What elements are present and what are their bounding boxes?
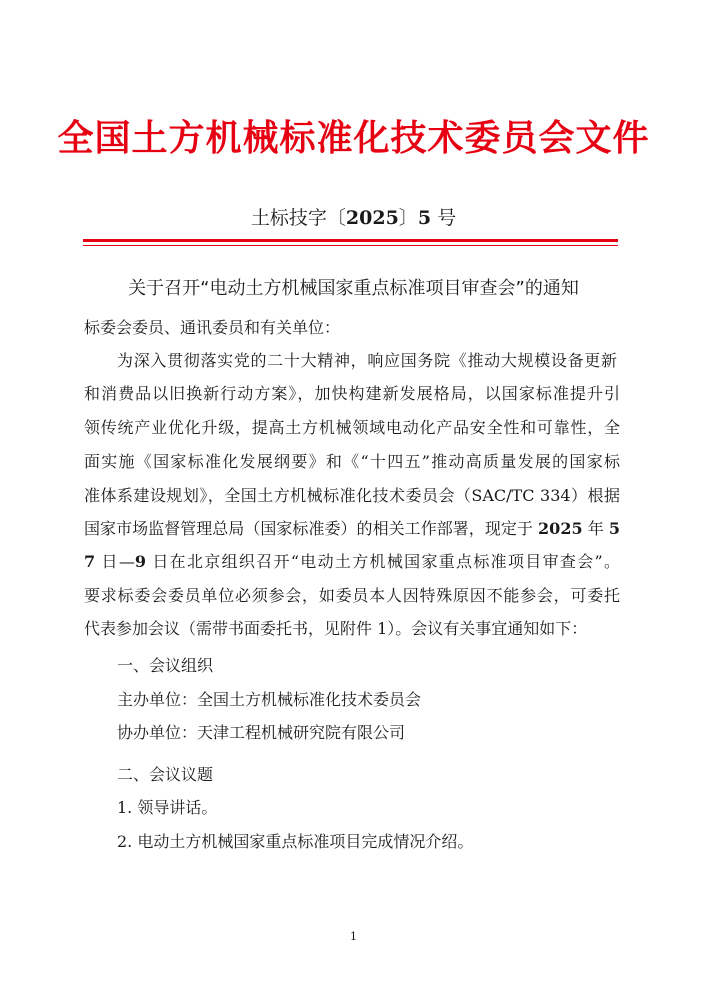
meeting-month: 5: [608, 519, 620, 538]
meeting-year: 2025: [538, 519, 583, 538]
body-line-6-text: 国家市场监督管理总局（国家标准委）的相关工作部署，现定于: [84, 519, 539, 538]
body-line-3: 领传统产业优化升级，提高土方机械领域电动化产品安全性和可靠性，全: [84, 418, 620, 437]
doc-mid: 〕: [398, 207, 418, 229]
body-line-7: [84, 551, 620, 573]
doc-year: 2025: [345, 207, 399, 229]
agenda-item-1: 1. 领导讲话。: [117, 798, 218, 817]
salutation: 标委会委员、通讯委员和有关单位：: [84, 318, 341, 337]
meeting-end-day: 9: [134, 552, 146, 571]
header-divider-thin: [83, 245, 618, 246]
doc-prefix: 土标技字〔: [250, 207, 346, 229]
doc-seq: 5: [417, 207, 432, 229]
document-number: [0, 203, 707, 230]
day-range-sep: 日—: [95, 552, 135, 571]
section-1-heading: 一、会议组织: [117, 656, 214, 675]
header-divider-thick: [83, 239, 618, 242]
agenda-item-2: 2. 电动土方机械国家重点标准项目完成情况介绍。: [117, 832, 474, 851]
body-line-1: 为深入贯彻落实党的二十大精神，响应国务院《推动大规模设备更新: [117, 351, 617, 370]
body-line-4: 面实施《国家标准化发展纲要》和《“十四五”推动高质量发展的国家标: [84, 452, 620, 471]
body-line-7-text: 日在北京组织召开“电动土方机械国家重点标准项目审查会”。: [145, 552, 620, 571]
body-line-9: 代表参加会议（需带书面委托书，见附件 1）。会议有关事宜通知如下：: [84, 619, 588, 638]
host-organizer: 主办单位：全国土方机械标准化技术委员会: [117, 690, 422, 709]
year-unit: 年: [582, 519, 609, 538]
page-number: 1: [350, 930, 357, 943]
document-header-title: 全国土方机械标准化技术委员会文件: [57, 118, 650, 159]
section-2-heading: 二、会议议题: [117, 765, 214, 784]
notice-title: 关于召开“电动土方机械国家重点标准项目审查会”的通知: [128, 278, 579, 299]
body-line-2: 和消费品以旧换新行动方案》，加快构建新发展格局，以国家标准提升引: [84, 384, 620, 403]
body-line-5: 准体系建设规划》，全国土方机械标准化技术委员会（SAC/TC 334）根据: [84, 486, 620, 505]
body-line-6: [84, 518, 620, 540]
body-line-8: 要求标委会委员单位必须参会，如委员本人因特殊原因不能参会，可委托: [84, 586, 620, 605]
meeting-start-day: 7: [84, 552, 96, 571]
co-host-organizer: 协办单位：天津工程机械研究院有限公司: [117, 723, 406, 742]
doc-suffix: 号: [431, 207, 457, 229]
